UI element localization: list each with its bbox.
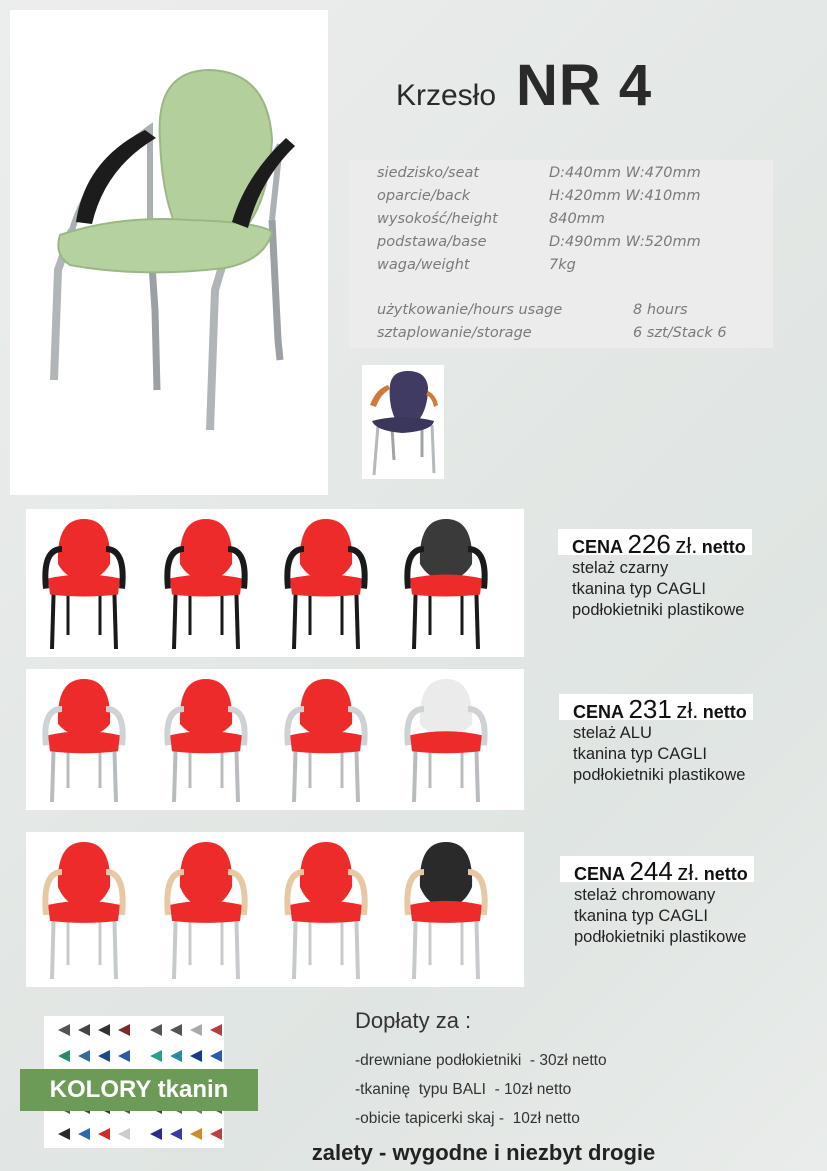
swatch-icon [210, 1128, 222, 1140]
product-model: NR 4 [516, 53, 653, 118]
usage-value: 8 hours [633, 302, 688, 318]
spec-name: wysokość/height [377, 211, 498, 227]
swatch-icon [118, 1128, 130, 1140]
chair-photo [167, 519, 244, 649]
spec-value: H:420mm W:410mm [549, 188, 701, 204]
surcharge-item: -drewniane podłokietniki - 30zł netto [355, 1052, 607, 1069]
footer-tagline: zalety - wygodne i niezbyt drogie [311, 1140, 656, 1165]
swatch-icon [78, 1050, 90, 1062]
chair-photo [287, 519, 364, 649]
frame-desc: stelaż chromowany [574, 886, 716, 904]
chair-photo [407, 842, 484, 979]
spec-value: 7kg [549, 257, 576, 273]
variant-chairs-alu [26, 669, 524, 810]
swatch-icon [78, 1024, 90, 1036]
spec-name: oparcie/back [377, 188, 471, 204]
fabric-desc: tkanina typ CAGLI [572, 580, 706, 598]
swatch-icon [210, 1050, 222, 1062]
fabric-desc: tkanina typ CAGLI [574, 907, 708, 925]
armrest-desc: podłokietniki plastikowe [574, 928, 747, 946]
price-currency: zł. [675, 533, 698, 558]
swatch-icon [170, 1128, 182, 1140]
spec-name: siedzisko/seat [377, 165, 480, 181]
surcharges-heading: Dopłaty za : [355, 1008, 472, 1033]
usage-name: użytkowanie/hours usage [377, 302, 563, 318]
surcharges [355, 1008, 607, 1133]
swatch-icon [150, 1128, 162, 1140]
chair-photo [407, 679, 484, 802]
chair-photo [287, 679, 364, 802]
price-currency: zł. [676, 698, 699, 723]
price-block [559, 694, 799, 786]
swatch-icon [210, 1024, 222, 1036]
armrest-desc: podłokietniki plastikowe [572, 601, 745, 619]
variant-chairs-black [26, 509, 524, 657]
price-heading [558, 529, 752, 559]
swatch-icon [98, 1024, 110, 1036]
price-label: CENA [572, 537, 624, 557]
swatch-icon [170, 1050, 182, 1062]
chair-photo [167, 679, 244, 802]
armrest-desc: podłokietniki plastikowe [573, 766, 746, 784]
spec-name: waga/weight [377, 257, 470, 273]
product-title [396, 52, 652, 119]
spec-value: D:490mm W:520mm [549, 234, 701, 250]
swatch-icon [58, 1024, 70, 1036]
swatch-icon [150, 1050, 162, 1062]
hero-chair-image [10, 10, 328, 495]
chair-photo [45, 519, 122, 649]
swatch-icon [58, 1050, 70, 1062]
alt-color-chair-thumbnail [362, 365, 444, 479]
swatch-icon [170, 1024, 182, 1036]
swatch-icon [98, 1050, 110, 1062]
price-netto: netto [703, 864, 748, 884]
fabric-colors-label: KOLORY tkanin [20, 1069, 258, 1111]
swatch-icon [98, 1128, 110, 1140]
spec-table [349, 160, 773, 348]
usage-name: sztaplowanie/storage [377, 325, 532, 341]
price-amount: 231 [628, 694, 672, 724]
chair-photo [45, 679, 122, 802]
chair-photo [167, 842, 244, 979]
price-amount: 226 [627, 529, 671, 559]
price-netto: netto [702, 702, 747, 722]
chair-photo [287, 842, 364, 979]
swatch-icon [118, 1024, 130, 1036]
price-label: CENA [574, 864, 626, 884]
frame-desc: stelaż ALU [573, 724, 652, 742]
swatch-icon [190, 1024, 202, 1036]
swatch-icon [78, 1128, 90, 1140]
price-currency: zł. [677, 860, 700, 885]
usage-value: 6 szt/Stack 6 [633, 325, 727, 341]
spec-name: podstawa/base [377, 234, 487, 250]
chair-photo [45, 842, 122, 979]
price-heading [559, 694, 753, 724]
surcharge-item: -tkaninę typu BALI - 10zł netto [355, 1081, 572, 1098]
price-label: CENA [573, 702, 625, 722]
spec-value: 840mm [549, 211, 605, 227]
swatch-icon [150, 1024, 162, 1036]
swatch-icon [190, 1050, 202, 1062]
frame-desc: stelaż czarny [572, 559, 669, 577]
variant-chairs-chrome [26, 832, 524, 987]
price-amount: 244 [629, 856, 673, 886]
swatch-icon [190, 1128, 202, 1140]
product-type-label: Krzesło [396, 79, 497, 112]
price-block [560, 856, 800, 948]
fabric-desc: tkanina typ CAGLI [573, 745, 707, 763]
price-netto: netto [701, 537, 746, 557]
price-heading [560, 856, 754, 886]
swatch-icon [58, 1128, 70, 1140]
chair-photo [407, 519, 484, 649]
swatch-icon [118, 1050, 130, 1062]
spec-value: D:440mm W:470mm [549, 165, 701, 181]
surcharge-item: -obicie tapicerki skaj - 10zł netto [355, 1110, 580, 1127]
price-block [558, 529, 798, 621]
